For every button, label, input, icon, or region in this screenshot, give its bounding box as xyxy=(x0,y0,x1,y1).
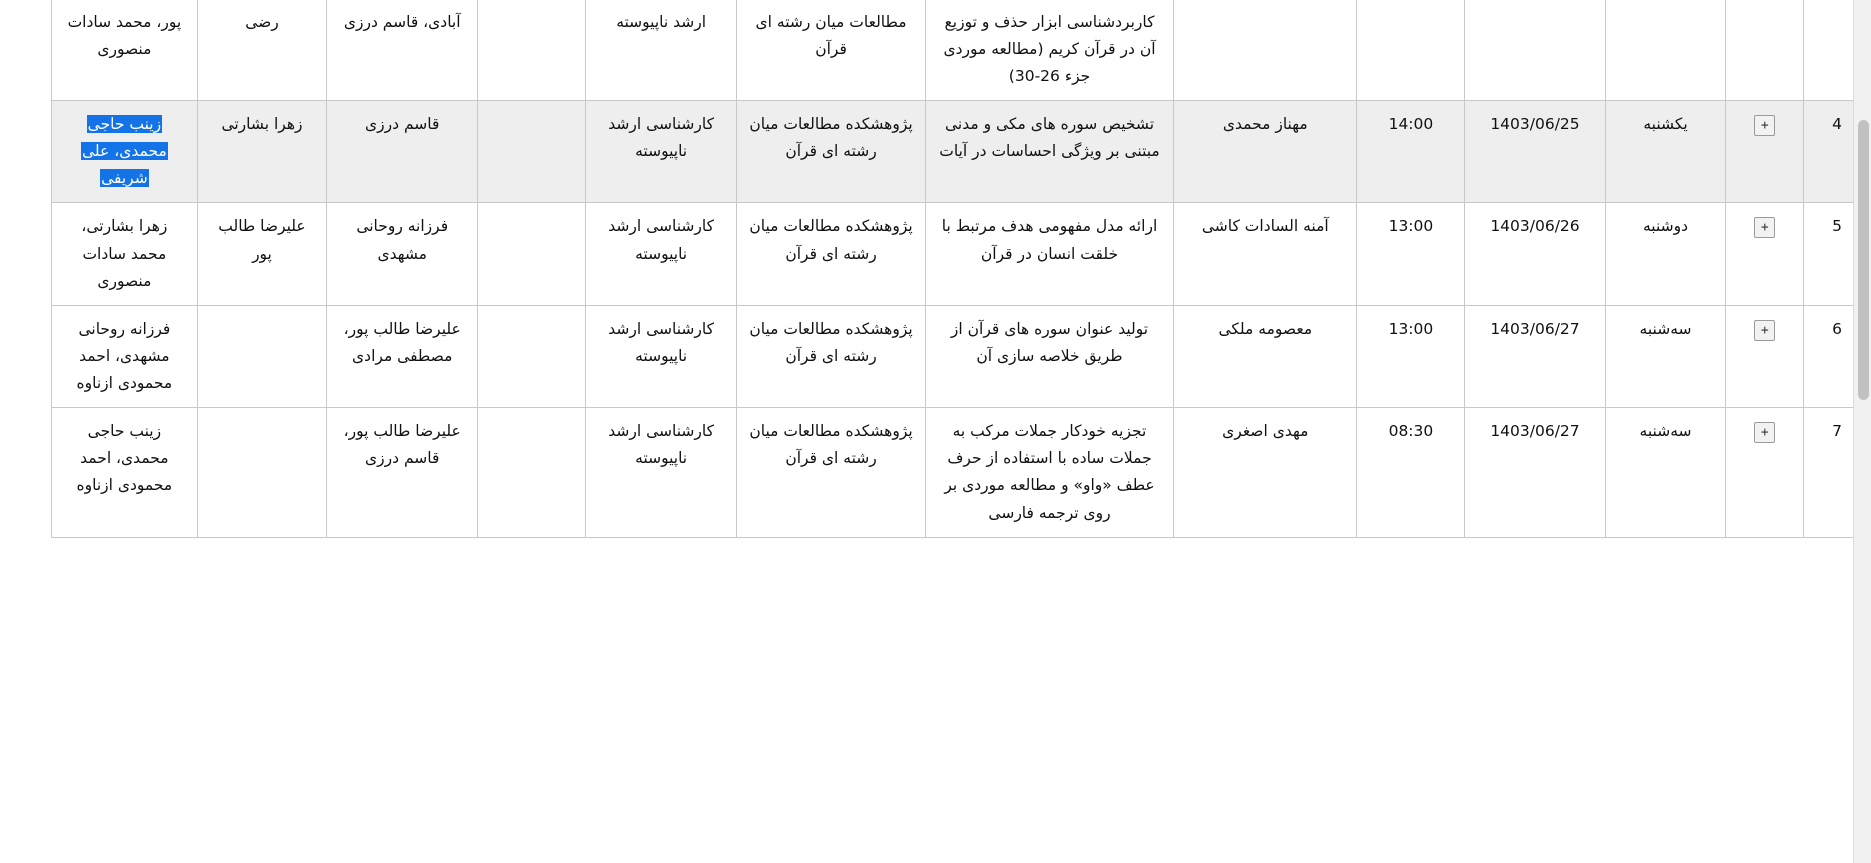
row-research-center: پژوهشکده مطالعات میان رشته ای قرآن xyxy=(737,203,926,305)
row-time: 14:00 xyxy=(1357,101,1465,203)
row-supervisor: علیرضا طالب پور، قاسم درزی xyxy=(327,408,478,538)
row-time: 13:00 xyxy=(1357,203,1465,305)
row-supervisor: آبادی، قاسم درزی xyxy=(327,0,478,101)
row-date: 1403/06/25 xyxy=(1465,101,1605,203)
vertical-scrollbar[interactable] xyxy=(1853,0,1871,863)
row-degree: کارشناسی ارشد ناپیوسته xyxy=(586,203,737,305)
table-row[interactable] xyxy=(52,305,1871,407)
row-blank xyxy=(478,203,586,305)
row-blank xyxy=(478,408,586,538)
row-judges: فرزانه روحانی مشهدی، احمد محمودی ازناوه xyxy=(52,305,198,407)
expand-cell[interactable] xyxy=(1726,101,1804,203)
row-presenter: مهدی اصغری xyxy=(1174,408,1357,538)
expand-row-icon[interactable]: + xyxy=(1754,422,1775,443)
row-day xyxy=(1605,0,1726,101)
row-index: 5 xyxy=(1804,203,1871,305)
expand-cell[interactable] xyxy=(1726,0,1804,101)
row-index: 4 xyxy=(1804,101,1871,203)
row-index: 6 xyxy=(1804,305,1871,407)
row-presenter: معصومه ملکی xyxy=(1174,305,1357,407)
row-day: سه‌شنبه xyxy=(1605,305,1726,407)
selected-text: زینب حاجی محمدی، علی شریفی xyxy=(81,115,167,188)
row-day: یکشنبه xyxy=(1605,101,1726,203)
row-advisor: زهرا بشارتی xyxy=(197,101,326,203)
thesis-defense-schedule-table xyxy=(51,0,1871,538)
row-presenter: آمنه السادات کاشی xyxy=(1174,203,1357,305)
row-date: 1403/06/27 xyxy=(1465,408,1605,538)
row-degree: ارشد ناپیوسته xyxy=(586,0,737,101)
row-advisor: رضی xyxy=(197,0,326,101)
row-date: 1403/06/27 xyxy=(1465,305,1605,407)
row-judges: زینب حاجی محمدی، احمد محمودی ازناوه xyxy=(52,408,198,538)
scrollbar-thumb[interactable] xyxy=(1858,120,1869,400)
row-advisor: علیرضا طالب پور xyxy=(197,203,326,305)
row-research-center: پژوهشکده مطالعات میان رشته ای قرآن xyxy=(737,101,926,203)
table-row[interactable] xyxy=(52,101,1871,203)
table-row[interactable] xyxy=(52,0,1871,101)
row-time xyxy=(1357,0,1465,101)
expand-cell[interactable] xyxy=(1726,408,1804,538)
row-research-center: پژوهشکده مطالعات میان رشته ای قرآن xyxy=(737,305,926,407)
row-degree: کارشناسی ارشد ناپیوسته xyxy=(586,101,737,203)
row-supervisor: فرزانه روحانی مشهدی xyxy=(327,203,478,305)
row-blank xyxy=(478,101,586,203)
row-title: تشخیص سوره های مکی و مدنی مبتنی بر ویژگی احساسات در آیات xyxy=(925,101,1173,203)
row-date xyxy=(1465,0,1605,101)
row-blank xyxy=(478,305,586,407)
row-title: ارائه مدل مفهومی هدف مرتبط با خلقت انسان در قرآن xyxy=(925,203,1173,305)
row-title: تجزیه خودکار جملات مرکب به جملات ساده با استفاده از حرف عطف «واو» و مطالعه موردی بر روی ترجمه فارسی xyxy=(925,408,1173,538)
row-blank xyxy=(478,0,586,101)
row-advisor xyxy=(197,408,326,538)
expand-cell[interactable] xyxy=(1726,305,1804,407)
row-judges: زهرا بشارتی، محمد سادات منصوری xyxy=(52,203,198,305)
expand-row-icon[interactable]: + xyxy=(1754,320,1775,341)
row-degree: کارشناسی ارشد ناپیوسته xyxy=(586,408,737,538)
row-presenter xyxy=(1174,0,1357,101)
row-judges xyxy=(52,101,198,203)
expand-row-icon[interactable]: + xyxy=(1754,115,1775,136)
row-degree: کارشناسی ارشد ناپیوسته xyxy=(586,305,737,407)
table-row[interactable] xyxy=(52,408,1871,538)
row-advisor xyxy=(197,305,326,407)
row-title: تولید عنوان سوره های قرآن از طریق خلاصه سازی آن xyxy=(925,305,1173,407)
row-research-center: مطالعات میان رشته ای قرآن xyxy=(737,0,926,101)
table-body xyxy=(52,0,1871,537)
row-supervisor: علیرضا طالب پور، مصطفی مرادی xyxy=(327,305,478,407)
row-time: 08:30 xyxy=(1357,408,1465,538)
expand-row-icon[interactable]: + xyxy=(1754,217,1775,238)
table-scroll-region xyxy=(17,0,1871,863)
row-time: 13:00 xyxy=(1357,305,1465,407)
row-day: سه‌شنبه xyxy=(1605,408,1726,538)
row-date: 1403/06/26 xyxy=(1465,203,1605,305)
table-row[interactable] xyxy=(52,203,1871,305)
row-presenter: مهناز محمدی xyxy=(1174,101,1357,203)
row-research-center: پژوهشکده مطالعات میان رشته ای قرآن xyxy=(737,408,926,538)
row-supervisor: قاسم درزی xyxy=(327,101,478,203)
row-judges: پور، محمد سادات منصوری xyxy=(52,0,198,101)
row-index: 7 xyxy=(1804,408,1871,538)
row-title: کاربردشناسی ابزار حذف و توزیع آن در قرآن کریم (مطالعه موردی جزء 26-30) xyxy=(925,0,1173,101)
row-day: دوشنبه xyxy=(1605,203,1726,305)
expand-cell[interactable] xyxy=(1726,203,1804,305)
